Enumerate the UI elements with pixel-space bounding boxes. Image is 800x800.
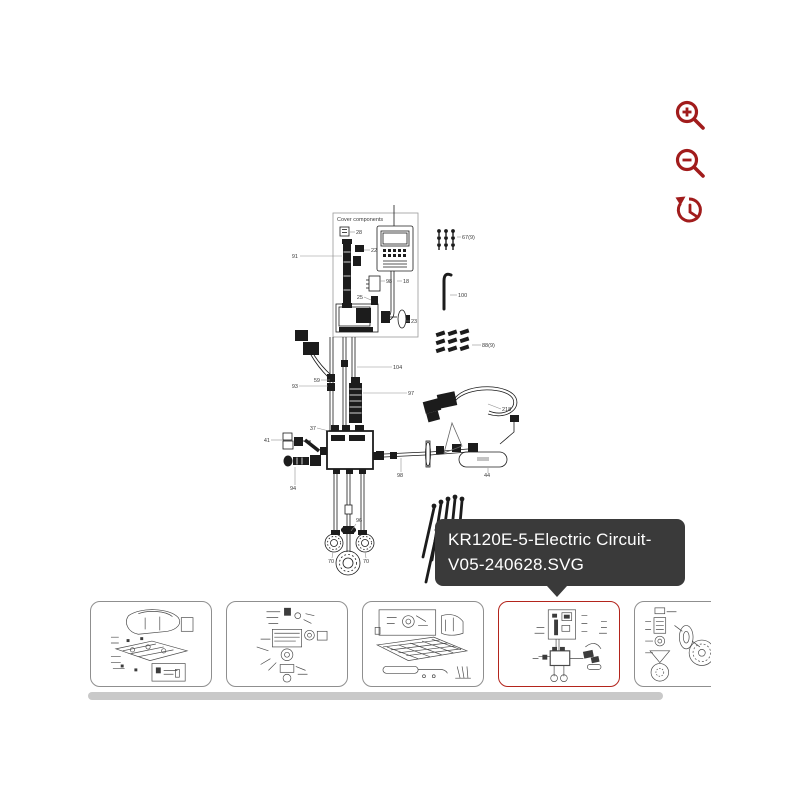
svg-text:22: 22 bbox=[371, 248, 378, 254]
svg-text:94: 94 bbox=[289, 486, 297, 492]
thumbnail-electric-circuit[interactable] bbox=[498, 601, 620, 687]
zoom-in-icon[interactable] bbox=[671, 96, 709, 134]
thumbnail-deck-assembly[interactable] bbox=[362, 601, 484, 687]
svg-text:91: 91 bbox=[291, 254, 298, 260]
svg-text:25: 25 bbox=[356, 295, 363, 301]
svg-text:18: 18 bbox=[403, 279, 410, 285]
svg-text:28: 28 bbox=[356, 230, 363, 236]
svg-text:218: 218 bbox=[502, 407, 512, 413]
svg-text:88(9): 88(9) bbox=[482, 343, 495, 349]
svg-text:41: 41 bbox=[263, 438, 270, 444]
thumbnail-carousel bbox=[85, 601, 711, 693]
svg-text:37: 37 bbox=[309, 426, 316, 432]
viewer-toolbar bbox=[671, 96, 711, 230]
svg-text:98: 98 bbox=[396, 473, 404, 479]
svg-text:44: 44 bbox=[483, 473, 491, 479]
svg-text:23: 23 bbox=[411, 319, 418, 325]
thumbnail-engine-assembly[interactable] bbox=[226, 601, 348, 687]
thumbnail-cover-assembly[interactable] bbox=[90, 601, 212, 687]
filename-tooltip bbox=[435, 519, 685, 586]
svg-text:100: 100 bbox=[458, 293, 468, 299]
svg-text:97: 97 bbox=[408, 391, 415, 397]
svg-text:67(9): 67(9) bbox=[462, 235, 475, 241]
svg-text:98: 98 bbox=[386, 279, 393, 285]
carousel-scrollbar[interactable] bbox=[88, 692, 663, 700]
reset-view-icon[interactable] bbox=[671, 192, 709, 230]
svg-text:93: 93 bbox=[291, 384, 298, 390]
svg-text:70: 70 bbox=[362, 559, 370, 565]
svg-text:96: 96 bbox=[356, 518, 363, 524]
svg-text:70: 70 bbox=[327, 559, 335, 565]
svg-text:59: 59 bbox=[313, 378, 320, 384]
svg-text:Cover components: Cover components bbox=[337, 217, 384, 223]
zoom-out-icon[interactable] bbox=[671, 144, 709, 182]
thumbnail-drive-assembly[interactable] bbox=[634, 601, 711, 687]
svg-text:104: 104 bbox=[393, 365, 403, 371]
filename-text: KR120E-5-Electric Circuit-V05-240628.SVG bbox=[448, 530, 652, 574]
